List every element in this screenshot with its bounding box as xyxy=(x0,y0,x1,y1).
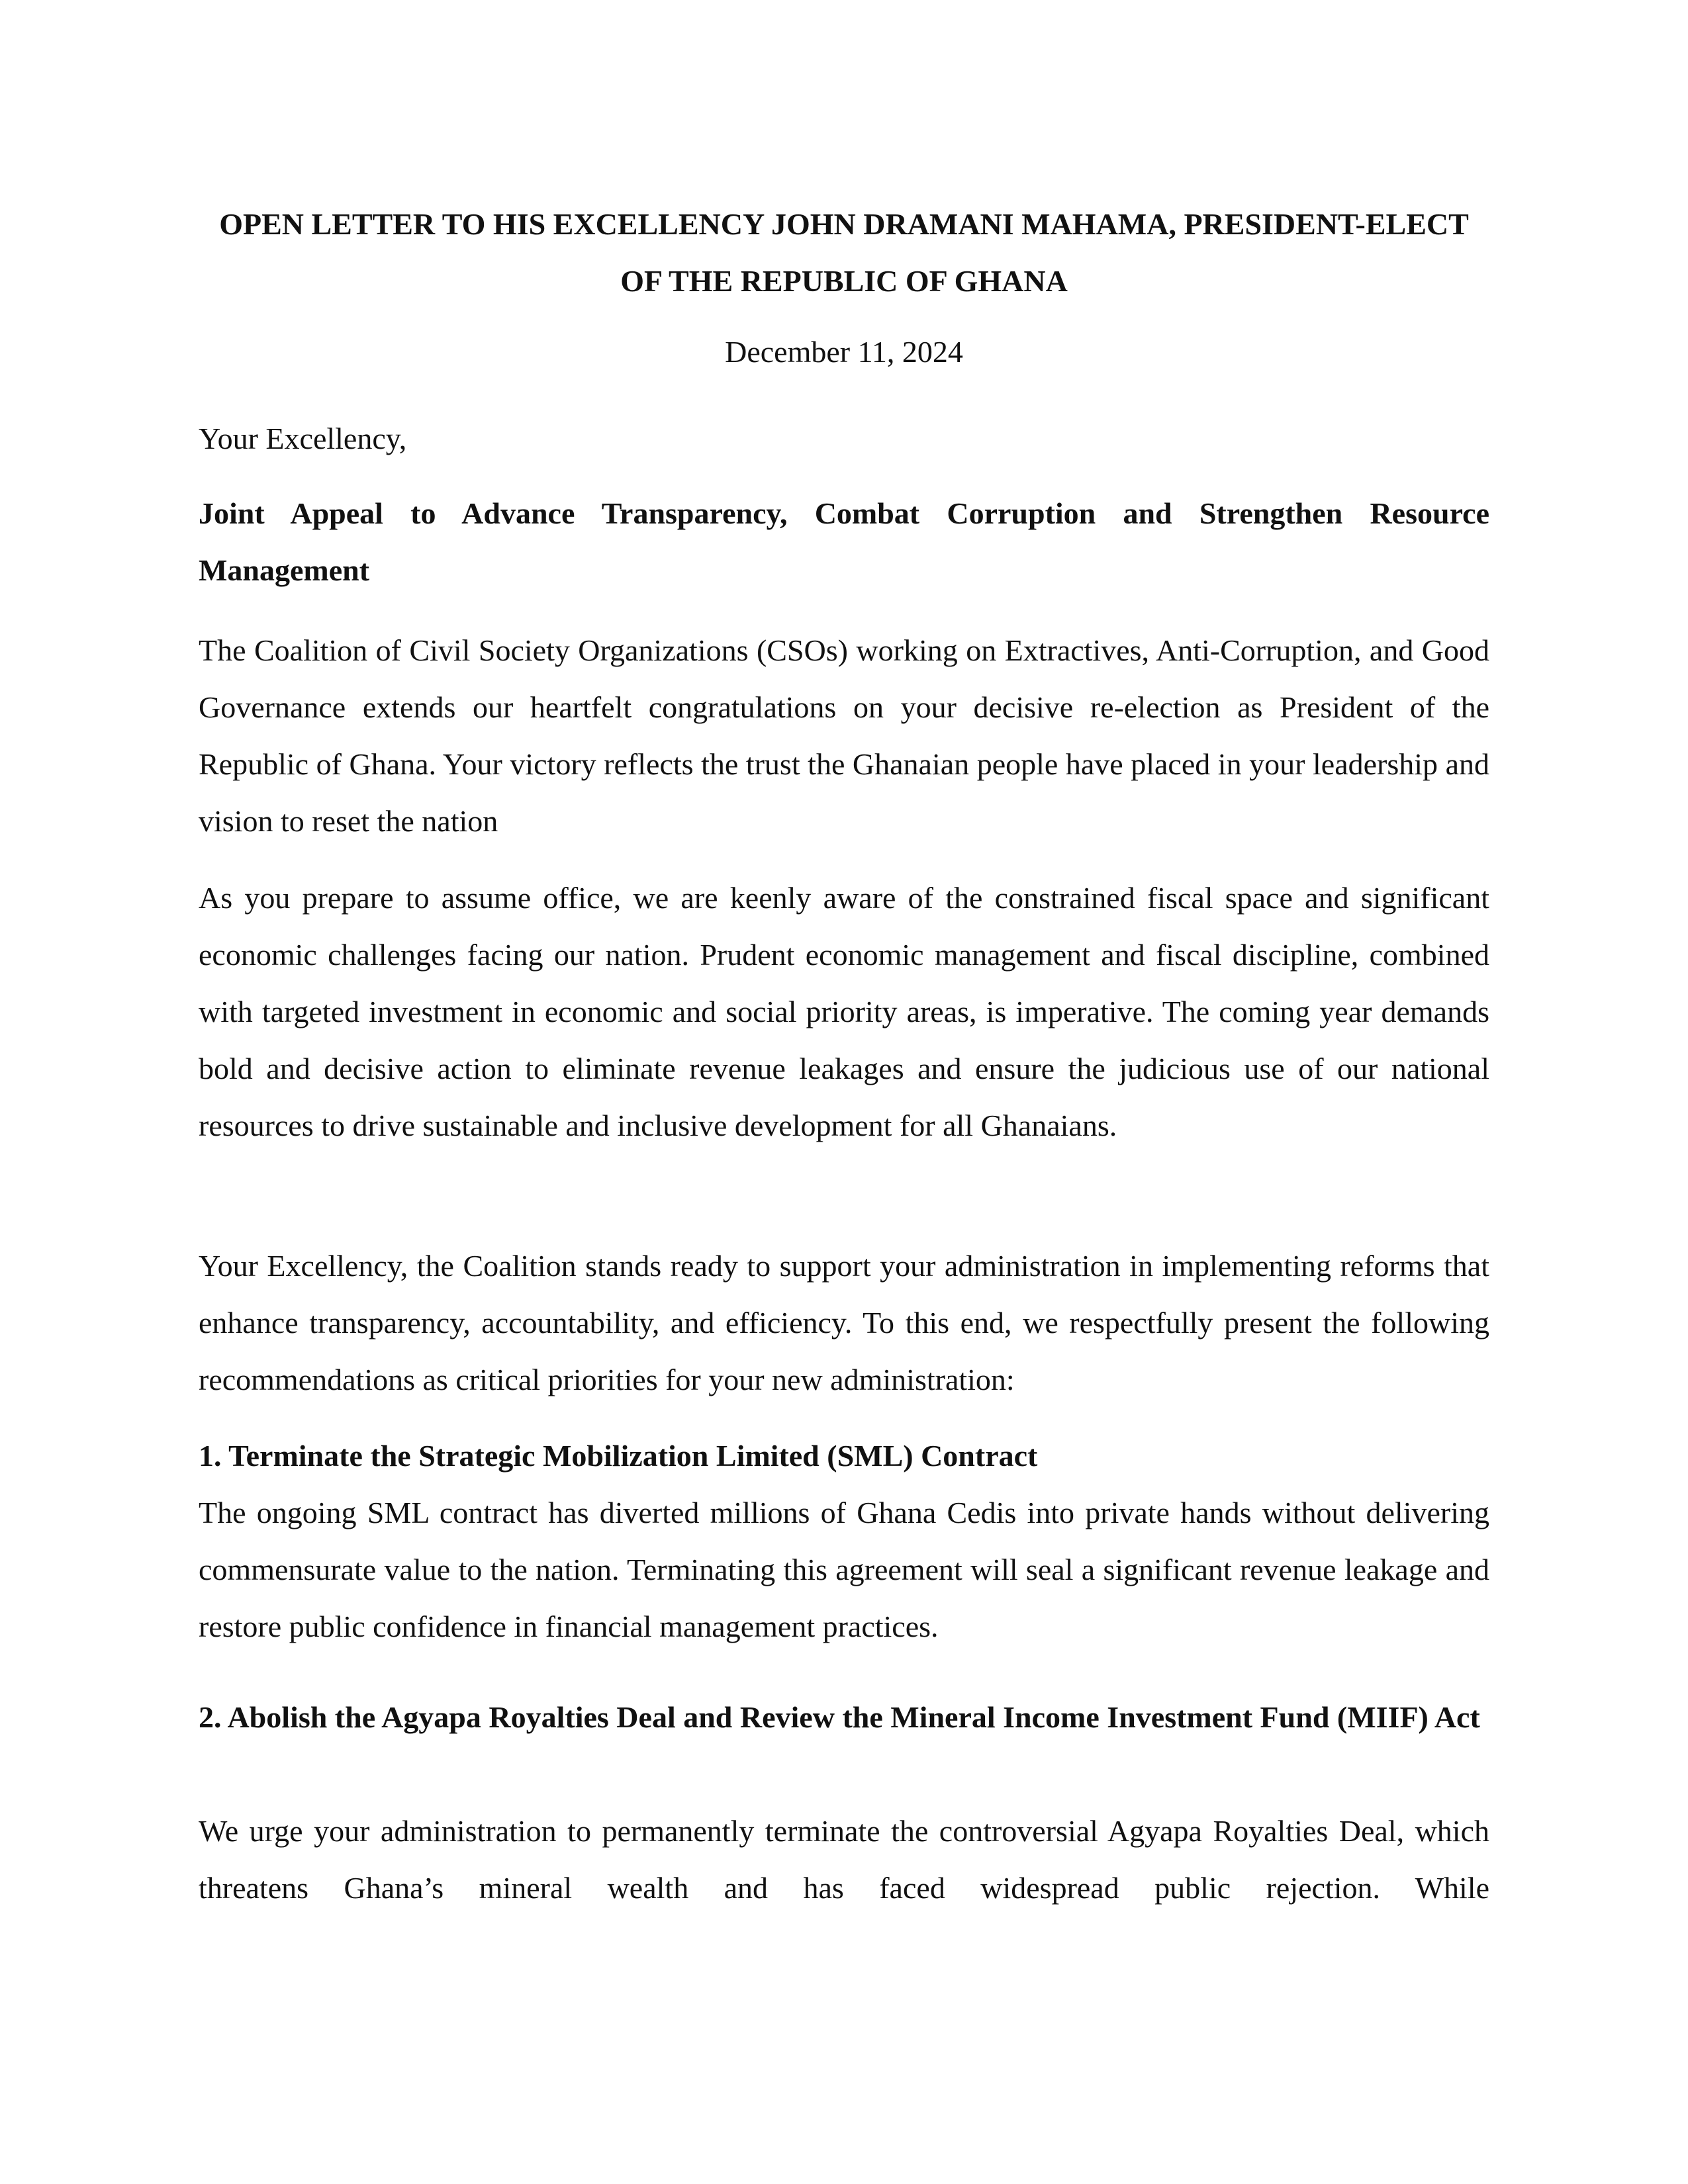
letter-title: OPEN LETTER TO HIS EXCELLENCY JOHN DRAMANI MAHAMA, PRESIDENT-ELECT OF THE REPUBLIC OF GHANA xyxy=(219,207,1469,298)
letter-date: December 11, 2024 xyxy=(725,335,963,369)
section-1-body: The ongoing SML contract has diverted millions of Ghana Cedis into private hands without delivering commensurate value to the nation. Terminating this agreement will seal a significant revenue leakage and restore public confidence in financial management practices. xyxy=(199,1496,1489,1643)
section-2-heading: 2. Abolish the Agyapa Royalties Deal and Review the Mineral Income Investment Fund (MIIF) Act xyxy=(199,1700,1480,1734)
paragraph-fiscal-context: As you prepare to assume office, we are keenly aware of the constrained fiscal space and significant economic challenges facing our nation. Prudent economic management and fiscal discipline, combined with targeted investment in economic and social priority areas, is imperative. The coming year demands bold and decisive action to eliminate revenue leakages and ensure the judicious use of our national resources to drive sustainable and inclusive development for all Ghanaians. xyxy=(199,881,1489,1142)
section-2-body: We urge your administration to permanently terminate the controversial Agyapa Royalties Deal, which threatens Ghana’s mineral wealth and has faced widespread public rejection. While xyxy=(199,1814,1489,1905)
salutation: Your Excellency, xyxy=(199,422,407,455)
section-1-heading: 1. Terminate the Strategic Mobilization Limited (SML) Contract xyxy=(199,1439,1038,1473)
paragraph-coalition-support: Your Excellency, the Coalition stands ready to support your administration in implementing reforms that enhance transparency, accountability, and efficiency. To this end, we respectfully present the following recommendations as critical priorities for your new administration: xyxy=(199,1249,1489,1396)
subject-line: Joint Appeal to Advance Transparency, Combat Corruption and Strengthen Resource Management xyxy=(199,496,1489,587)
paragraph-congratulations: The Coalition of Civil Society Organizations (CSOs) working on Extractives, Anti-Corruption, and Good Governance extends our heartfelt congratulations on your decisive re-election as President of the Republic of Ghana. Your victory reflects the trust the Ghanaian people have placed in your leadership and vision to reset the nation xyxy=(199,633,1489,838)
